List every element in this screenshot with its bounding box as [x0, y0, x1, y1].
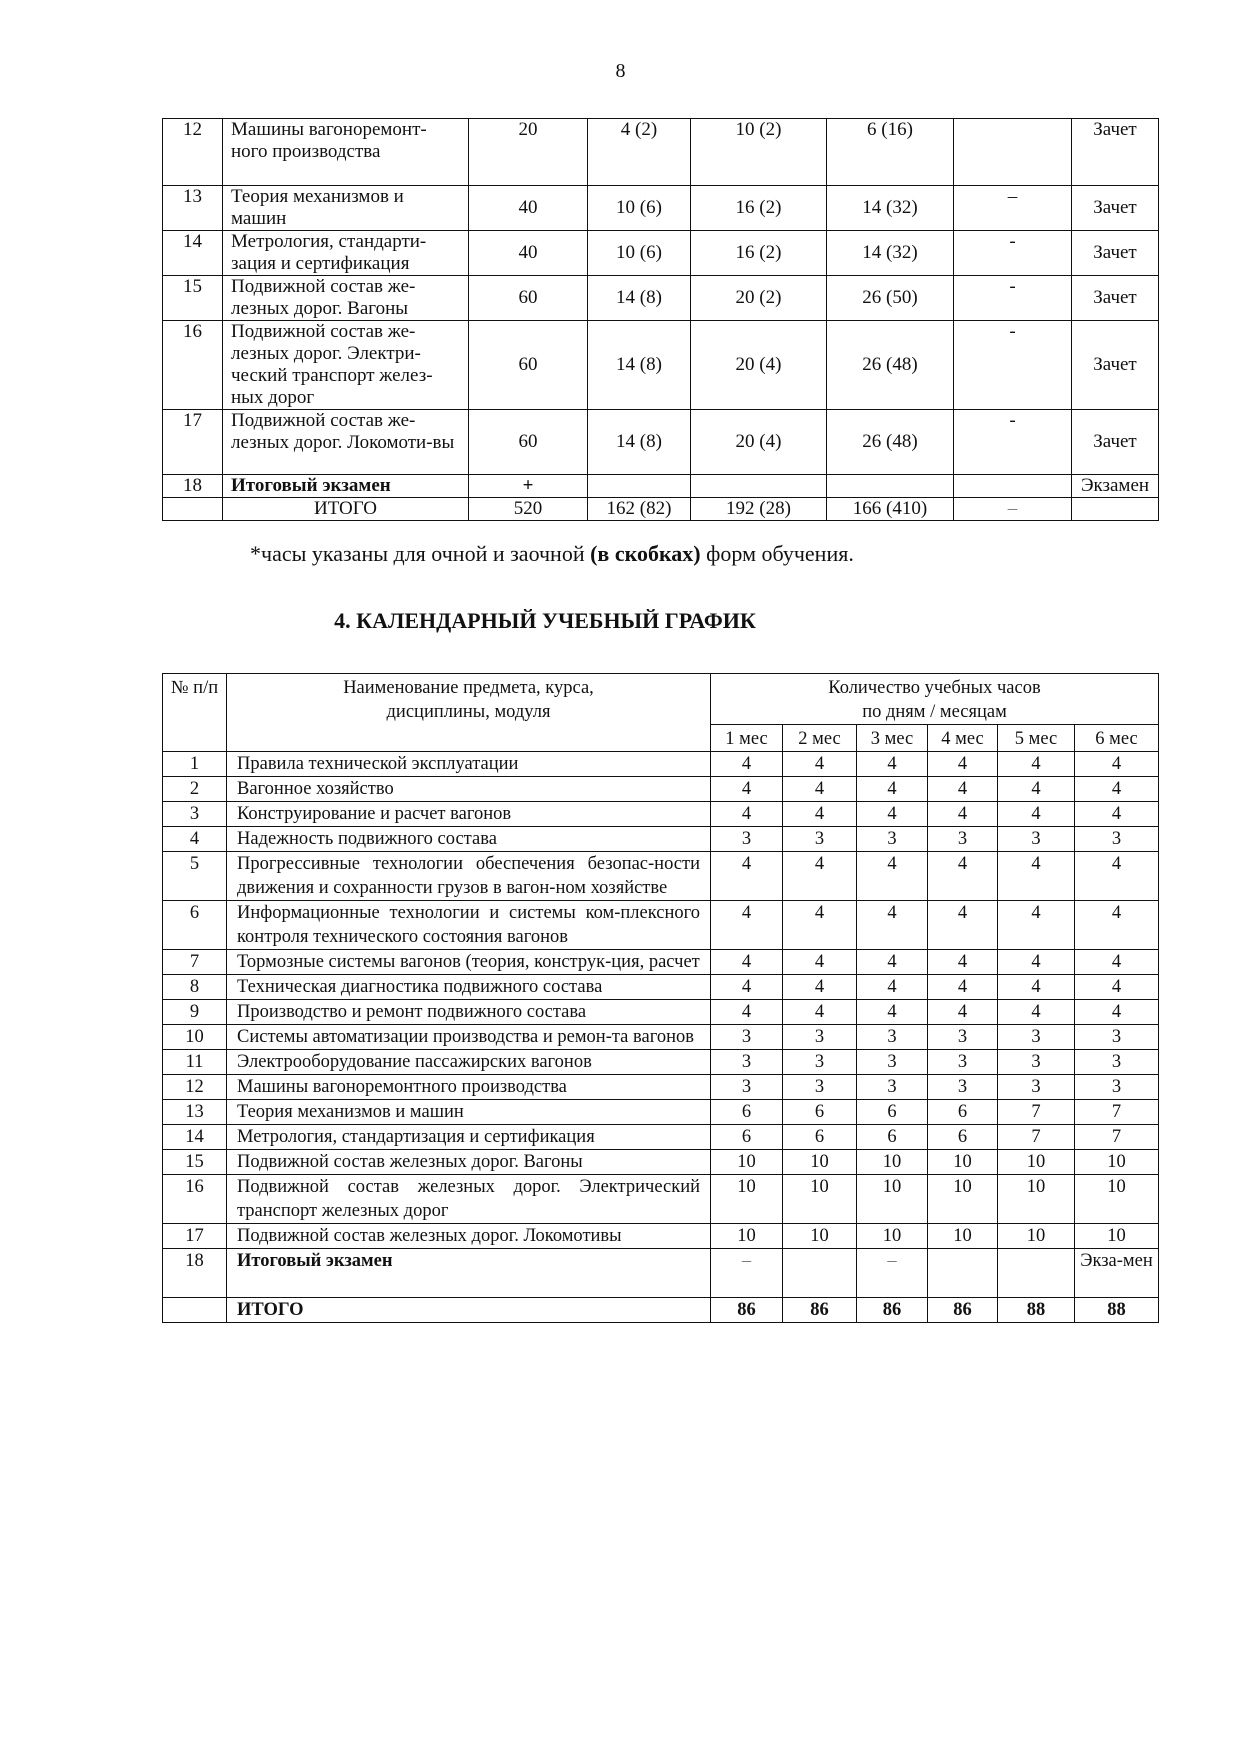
month-hours-4: 6 [928, 1125, 998, 1150]
lecture-hours: 4 (2) [588, 119, 691, 186]
total-hours: 520 [469, 498, 588, 521]
month-hours-4 [928, 1249, 998, 1298]
assessment-form: Зачет [1072, 321, 1159, 410]
extra-column: - [954, 410, 1072, 475]
total-hours: 20 [469, 119, 588, 186]
month-total-3: 86 [857, 1298, 928, 1323]
month-hours-3: 4 [857, 802, 928, 827]
schedule-row [163, 752, 1159, 777]
plan-total-row [163, 498, 1159, 521]
month-hours-2: 10 [783, 1150, 857, 1175]
row-number: 6 [163, 901, 227, 950]
month-hours-1: 4 [711, 1000, 783, 1025]
self-study-hours [827, 475, 954, 498]
month-hours-4: 4 [928, 901, 998, 950]
practice-hours: 16 (2) [691, 231, 827, 276]
month-hours-1: 3 [711, 1050, 783, 1075]
assessment-form: Зачет [1072, 410, 1159, 475]
schedule-row [163, 1224, 1159, 1249]
month-hours-1: 4 [711, 950, 783, 975]
subject-name: Машины вагоноремонтного производства [227, 1075, 711, 1100]
month-hours-5: 4 [998, 852, 1075, 901]
month-hours-2: 3 [783, 827, 857, 852]
subject-name: Подвижной состав железных дорог. Вагоны [227, 1150, 711, 1175]
month-hours-1: 4 [711, 752, 783, 777]
month-hours-2: 4 [783, 852, 857, 901]
month-hours-3: – [857, 1249, 928, 1298]
assessment-form: Зачет [1072, 231, 1159, 276]
month-hours-3: 6 [857, 1100, 928, 1125]
month-hours-4: 4 [928, 950, 998, 975]
month-hours-4: 4 [928, 752, 998, 777]
assessment-form: Зачет [1072, 276, 1159, 321]
month-header-2: 2 мес [783, 725, 857, 752]
month-hours-1: 10 [711, 1175, 783, 1224]
month-hours-2: 4 [783, 901, 857, 950]
schedule-row [163, 1025, 1159, 1050]
month-hours-4: 4 [928, 777, 998, 802]
month-total-2: 86 [783, 1298, 857, 1323]
lecture-hours: 10 (6) [588, 186, 691, 231]
month-hours-4: 3 [928, 1025, 998, 1050]
schedule-row [163, 1125, 1159, 1150]
extra-column: - [954, 276, 1072, 321]
footnote-bold-text: (в скобках) [590, 541, 701, 566]
row-number: 12 [163, 1075, 227, 1100]
subject-name: Информационные технологии и системы ком-плексного контроля технического состояния вагонов [227, 901, 711, 950]
subject-name: Подвижной состав же-лезных дорог. Электри-ческий транспорт желез-ных дорог [223, 321, 469, 410]
row-number: 17 [163, 1224, 227, 1249]
row-number: 18 [163, 475, 223, 498]
subject-name: Подвижной состав же-лезных дорог. Вагоны [223, 276, 469, 321]
plan-row [163, 321, 1159, 410]
row-number: 14 [163, 231, 223, 276]
month-hours-2: 6 [783, 1100, 857, 1125]
subject-name: Системы автоматизации производства и ремон-та вагонов [227, 1025, 711, 1050]
schedule-row [163, 1050, 1159, 1075]
month-hours-4: 3 [928, 1075, 998, 1100]
assessment-form: Зачет [1072, 119, 1159, 186]
extra-column: - [954, 231, 1072, 276]
month-hours-6: 7 [1075, 1125, 1159, 1150]
row-number: 12 [163, 119, 223, 186]
month-hours-3: 4 [857, 901, 928, 950]
month-hours-3: 4 [857, 852, 928, 901]
row-number: 18 [163, 1249, 227, 1298]
month-total-4: 86 [928, 1298, 998, 1323]
schedule-row [163, 1150, 1159, 1175]
row-number: 1 [163, 752, 227, 777]
subject-name: Конструирование и расчет вагонов [227, 802, 711, 827]
month-hours-6: 4 [1075, 852, 1159, 901]
row-number: 13 [163, 186, 223, 231]
month-hours-1: 4 [711, 777, 783, 802]
month-header-3: 3 мес [857, 725, 928, 752]
row-number: 10 [163, 1025, 227, 1050]
total-label: ИТОГО [223, 498, 469, 521]
extra-column [954, 475, 1072, 498]
month-hours-4: 3 [928, 827, 998, 852]
schedule-row [163, 1075, 1159, 1100]
month-hours-5: 3 [998, 1025, 1075, 1050]
subject-name: Тормозные системы вагонов (теория, конструк-ция, расчет [227, 950, 711, 975]
month-hours-2 [783, 1249, 857, 1298]
row-number: 5 [163, 852, 227, 901]
schedule-header-row [163, 674, 1159, 725]
month-hours-5: 4 [998, 802, 1075, 827]
footnote [250, 541, 854, 567]
lecture-hours [588, 475, 691, 498]
month-hours-3: 10 [857, 1175, 928, 1224]
month-hours-6: 4 [1075, 752, 1159, 777]
extra-column: - [954, 321, 1072, 410]
subject-name: Прогрессивные технологии обеспечения безопас-ности движения и сохранности грузов в вагон-ном хозяйстве [227, 852, 711, 901]
subject-name: Техническая диагностика подвижного состава [227, 975, 711, 1000]
plan-row [163, 276, 1159, 321]
month-hours-2: 4 [783, 802, 857, 827]
schedule-row [163, 1249, 1159, 1298]
footnote-text: *часы указаны для очной и заочной [250, 541, 591, 566]
month-hours-1: 3 [711, 1075, 783, 1100]
month-hours-5: 4 [998, 1000, 1075, 1025]
self-study-hours: 26 (50) [827, 276, 954, 321]
total-hours: + [469, 475, 588, 498]
month-hours-5: 7 [998, 1100, 1075, 1125]
month-hours-2: 6 [783, 1125, 857, 1150]
month-hours-1: 3 [711, 827, 783, 852]
total-label: ИТОГО [227, 1298, 711, 1323]
practice-hours: 20 (4) [691, 410, 827, 475]
lecture-hours: 14 (8) [588, 410, 691, 475]
month-hours-3: 4 [857, 950, 928, 975]
subject-name: Подвижной состав железных дорог. Электрический транспорт железных дорог [227, 1175, 711, 1224]
month-hours-4: 3 [928, 1050, 998, 1075]
month-hours-6: 4 [1075, 901, 1159, 950]
month-hours-1: 6 [711, 1125, 783, 1150]
month-hours-3: 4 [857, 777, 928, 802]
month-hours-4: 6 [928, 1100, 998, 1125]
month-hours-1: 4 [711, 975, 783, 1000]
row-number: 16 [163, 321, 223, 410]
plan-row [163, 475, 1159, 498]
month-header-5: 5 мес [998, 725, 1075, 752]
subject-name: Метрология, стандарти-зация и сертификация [223, 231, 469, 276]
schedule-total-row [163, 1298, 1159, 1323]
month-hours-1: 4 [711, 852, 783, 901]
practice-hours: 20 (2) [691, 276, 827, 321]
month-hours-3: 4 [857, 975, 928, 1000]
practice-hours: 10 (2) [691, 119, 827, 186]
row-number: 9 [163, 1000, 227, 1025]
month-hours-1: 4 [711, 802, 783, 827]
month-hours-5: 4 [998, 777, 1075, 802]
lecture-hours: 10 (6) [588, 231, 691, 276]
self-study-hours: 26 (48) [827, 410, 954, 475]
month-hours-6: 4 [1075, 1000, 1159, 1025]
month-hours-2: 4 [783, 1000, 857, 1025]
row-number: 13 [163, 1100, 227, 1125]
month-hours-5: 7 [998, 1125, 1075, 1150]
practice-hours: 16 (2) [691, 186, 827, 231]
month-hours-3: 3 [857, 1025, 928, 1050]
month-hours-3: 3 [857, 827, 928, 852]
practice-hours: 20 (4) [691, 321, 827, 410]
month-hours-5: 10 [998, 1175, 1075, 1224]
footnote-text-end: форм обучения. [700, 541, 854, 566]
curriculum-plan-table [162, 118, 1159, 521]
month-hours-6: 4 [1075, 975, 1159, 1000]
row-number [163, 1298, 227, 1323]
month-hours-3: 3 [857, 1075, 928, 1100]
month-hours-4: 10 [928, 1150, 998, 1175]
total-hours: 60 [469, 410, 588, 475]
self-study-hours: 26 (48) [827, 321, 954, 410]
month-hours-6: Экза-мен [1075, 1249, 1159, 1298]
plan-row [163, 410, 1159, 475]
month-hours-2: 3 [783, 1075, 857, 1100]
month-hours-6: 10 [1075, 1150, 1159, 1175]
month-hours-6: 7 [1075, 1100, 1159, 1125]
subject-name: Машины вагоноремонт-ного производства [223, 119, 469, 186]
month-hours-1: 3 [711, 1025, 783, 1050]
month-hours-1: 6 [711, 1100, 783, 1125]
total-hours: 60 [469, 276, 588, 321]
month-header-6: 6 мес [1075, 725, 1159, 752]
plan-row [163, 231, 1159, 276]
total-hours: 60 [469, 321, 588, 410]
month-header-4: 4 мес [928, 725, 998, 752]
month-hours-4: 4 [928, 802, 998, 827]
month-hours-1: 4 [711, 901, 783, 950]
row-number: 14 [163, 1125, 227, 1150]
schedule-row [163, 777, 1159, 802]
month-hours-1: 10 [711, 1150, 783, 1175]
month-hours-6: 4 [1075, 802, 1159, 827]
assessment-form [1072, 498, 1159, 521]
month-total-6: 88 [1075, 1298, 1159, 1323]
subject-name: Электрооборудование пассажирских вагонов [227, 1050, 711, 1075]
month-hours-5: 10 [998, 1150, 1075, 1175]
month-hours-2: 3 [783, 1050, 857, 1075]
month-hours-2: 4 [783, 777, 857, 802]
row-number: 11 [163, 1050, 227, 1075]
month-hours-4: 4 [928, 1000, 998, 1025]
month-hours-6: 4 [1075, 950, 1159, 975]
subject-name: Надежность подвижного состава [227, 827, 711, 852]
schedule-row [163, 852, 1159, 901]
month-hours-6: 4 [1075, 777, 1159, 802]
month-hours-2: 4 [783, 752, 857, 777]
self-study-hours: 14 (32) [827, 231, 954, 276]
row-number: 15 [163, 276, 223, 321]
header-hours: Количество учебных часов по дням / месяцам [711, 674, 1159, 725]
month-hours-6: 3 [1075, 1025, 1159, 1050]
month-hours-5: 4 [998, 752, 1075, 777]
subject-name: Вагонное хозяйство [227, 777, 711, 802]
month-hours-5: 3 [998, 1050, 1075, 1075]
page-number: 8 [615, 60, 626, 82]
month-hours-3: 10 [857, 1224, 928, 1249]
schedule-row [163, 1175, 1159, 1224]
subject-name: Итоговый экзамен [223, 475, 469, 498]
row-number: 4 [163, 827, 227, 852]
month-hours-1: – [711, 1249, 783, 1298]
month-hours-1: 10 [711, 1224, 783, 1249]
extra-column [954, 119, 1072, 186]
month-hours-4: 4 [928, 852, 998, 901]
month-hours-6: 3 [1075, 827, 1159, 852]
self-study-hours: 14 (32) [827, 186, 954, 231]
lecture-hours: 162 (82) [588, 498, 691, 521]
month-total-5: 88 [998, 1298, 1075, 1323]
month-hours-6: 3 [1075, 1050, 1159, 1075]
subject-name: Теория механизмов и машин [227, 1100, 711, 1125]
month-header-1: 1 мес [711, 725, 783, 752]
month-hours-2: 4 [783, 975, 857, 1000]
subject-name: Метрология, стандартизация и сертификация [227, 1125, 711, 1150]
schedule-row [163, 901, 1159, 950]
month-hours-6: 3 [1075, 1075, 1159, 1100]
month-hours-3: 4 [857, 1000, 928, 1025]
month-hours-3: 6 [857, 1125, 928, 1150]
month-hours-2: 10 [783, 1175, 857, 1224]
schedule-row [163, 950, 1159, 975]
plan-row [163, 186, 1159, 231]
subject-name: Итоговый экзамен [227, 1249, 711, 1298]
month-total-1: 86 [711, 1298, 783, 1323]
subject-name: Подвижной состав железных дорог. Локомотивы [227, 1224, 711, 1249]
month-hours-3: 3 [857, 1050, 928, 1075]
self-study-hours: 6 (16) [827, 119, 954, 186]
schedule-row [163, 802, 1159, 827]
extra-column: – [954, 498, 1072, 521]
row-number: 2 [163, 777, 227, 802]
assessment-form: Зачет [1072, 186, 1159, 231]
lecture-hours: 14 (8) [588, 321, 691, 410]
practice-hours [691, 475, 827, 498]
extra-column: – [954, 186, 1072, 231]
month-hours-4: 10 [928, 1224, 998, 1249]
total-hours: 40 [469, 186, 588, 231]
calendar-schedule-table [162, 673, 1159, 1323]
row-number: 7 [163, 950, 227, 975]
assessment-form: Экзамен [1072, 475, 1159, 498]
month-hours-5: 4 [998, 950, 1075, 975]
row-number: 15 [163, 1150, 227, 1175]
total-hours: 40 [469, 231, 588, 276]
month-hours-2: 3 [783, 1025, 857, 1050]
month-hours-5: 10 [998, 1224, 1075, 1249]
month-hours-4: 4 [928, 975, 998, 1000]
self-study-hours: 166 (410) [827, 498, 954, 521]
schedule-row [163, 827, 1159, 852]
header-num: № п/п [163, 674, 227, 752]
month-hours-6: 10 [1075, 1224, 1159, 1249]
schedule-row [163, 1100, 1159, 1125]
row-number: 17 [163, 410, 223, 475]
row-number: 8 [163, 975, 227, 1000]
month-hours-5: 4 [998, 901, 1075, 950]
subject-name: Теория механизмов и машин [223, 186, 469, 231]
month-hours-5: 3 [998, 827, 1075, 852]
month-hours-2: 4 [783, 950, 857, 975]
schedule-row [163, 975, 1159, 1000]
month-hours-5: 3 [998, 1075, 1075, 1100]
row-number: 16 [163, 1175, 227, 1224]
month-hours-3: 10 [857, 1150, 928, 1175]
practice-hours: 192 (28) [691, 498, 827, 521]
month-hours-2: 10 [783, 1224, 857, 1249]
subject-name: Правила технической эксплуатации [227, 752, 711, 777]
month-hours-5 [998, 1249, 1075, 1298]
plan-row [163, 119, 1159, 186]
month-hours-6: 10 [1075, 1175, 1159, 1224]
header-name: Наименование предмета, курса, дисциплины, модуля [227, 674, 711, 752]
month-hours-3: 4 [857, 752, 928, 777]
month-hours-4: 10 [928, 1175, 998, 1224]
subject-name: Подвижной состав же-лезных дорог. Локомоти-вы [223, 410, 469, 475]
row-number [163, 498, 223, 521]
subject-name: Производство и ремонт подвижного состава [227, 1000, 711, 1025]
month-hours-5: 4 [998, 975, 1075, 1000]
row-number: 3 [163, 802, 227, 827]
lecture-hours: 14 (8) [588, 276, 691, 321]
schedule-row [163, 1000, 1159, 1025]
section-title: 4. КАЛЕНДАРНЫЙ УЧЕБНЫЙ ГРАФИК [334, 608, 756, 633]
